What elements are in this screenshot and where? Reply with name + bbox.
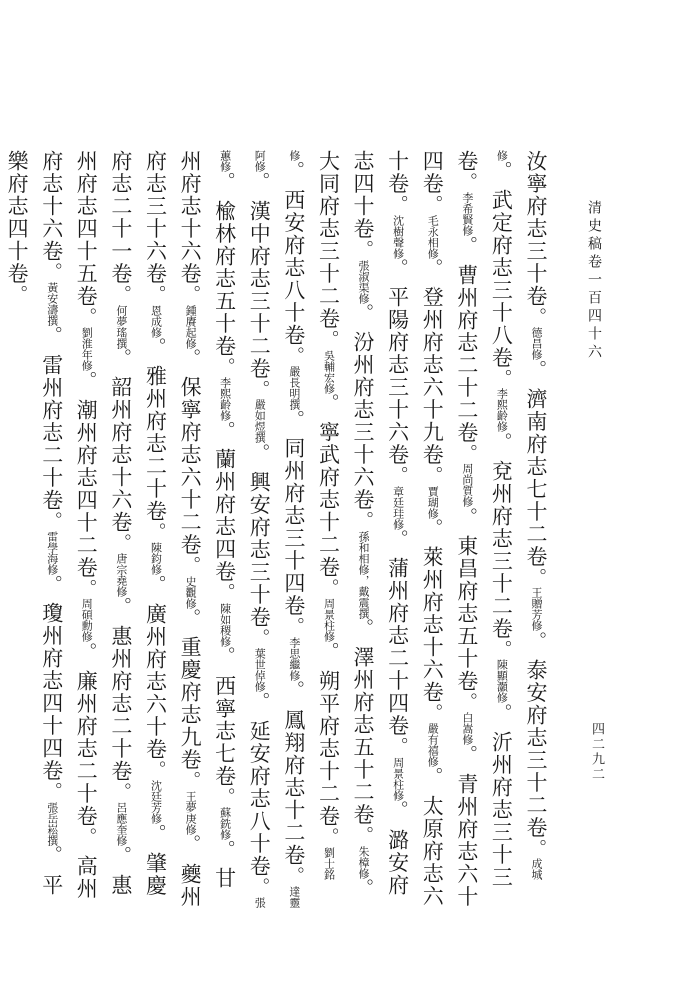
entry-title: 青州府志六十四卷 xyxy=(420,150,479,908)
entry-title: 夔州府志三十六卷 xyxy=(143,150,203,908)
entry-author: 章廷珪修 xyxy=(391,485,405,530)
list-item: 韶州府志十六卷。唐宗堯修。 xyxy=(108,376,133,617)
list-item: 同州府志三十四卷。李思繼修。 xyxy=(281,437,306,701)
entry-author: 達靈阿修 xyxy=(253,150,301,908)
entry-author: 黃安濤撰 xyxy=(45,282,59,326)
entry-title: 平陽府志三十六卷 xyxy=(385,286,410,467)
list-item: 楡林府志五十卷。李熙齡修。 xyxy=(212,199,237,441)
entry-author: 李思繼修 xyxy=(287,636,301,681)
list-item: 甘州府志十六卷。鍾賡起修。 xyxy=(178,150,237,890)
entry-author: 周碩勳修 xyxy=(80,598,94,643)
list-item: 雷州府志二十卷。雷學海修。 xyxy=(39,353,64,595)
entry-title: 沂州府志三十三卷 xyxy=(454,150,514,889)
list-item: 汝寧府志三十卷。德昌修。 xyxy=(524,150,548,380)
list-item: 汾州府志三十六卷。孫和相修，戴震撰。 xyxy=(351,331,376,639)
entry-author: 嚴長明撰 xyxy=(287,365,301,410)
list-item: 泰安府志三十二卷。成城修。 xyxy=(491,150,548,881)
entry-title: 廣州府志六十卷 xyxy=(143,602,168,761)
entry-title: 泰安府志三十二卷 xyxy=(524,658,548,839)
entry-title: 雷州府志二十卷 xyxy=(39,353,64,512)
entry-title: 汾州府志三十六卷 xyxy=(351,331,376,512)
entry-author: 劉淮年修 xyxy=(80,327,94,371)
list-item: 延安府志八十卷。張蕙修。 xyxy=(214,150,272,908)
list-item: 大同府志三十二卷。吳輔宏修。 xyxy=(316,150,341,413)
entry-title: 惠州府志四十五卷 xyxy=(74,150,133,897)
list-item: 蘭州府志四卷。陳如稷修。 xyxy=(212,448,237,667)
list-item: 廣州府志六十卷。沈廷芳修。 xyxy=(143,602,168,844)
entry-author: 李熙齡修 xyxy=(495,388,509,433)
entry-author: 沈廷芳修 xyxy=(149,779,163,824)
list-item: 雅州府志二十卷。陳鈞修。 xyxy=(143,365,168,595)
entry-title: 廉州府志二十卷 xyxy=(74,669,99,828)
list-item: 青州府志六十四卷。毛永相修。 xyxy=(420,150,479,908)
entry-author: 周景柱修 xyxy=(322,598,336,643)
list-item: 肇慶府志二十一卷。何夢瑤撰。 xyxy=(108,150,168,897)
entry-title: 鳳翔府志十二卷 xyxy=(281,708,306,867)
entry-author: 蘇銑修 xyxy=(218,806,232,840)
entry-title: 東昌府志五十卷 xyxy=(454,534,479,693)
entry-title: 兗州府志三十二卷 xyxy=(489,459,514,640)
entry-title: 曹州府志二十二卷 xyxy=(454,263,479,444)
list-item: 武定府志三十八卷。李熙齡修。 xyxy=(489,188,514,452)
entry-author: 李希賢修 xyxy=(460,192,474,236)
entry-author: 鍾賡起修 xyxy=(184,304,198,349)
entry-title: 延安府志八十卷 xyxy=(247,719,272,878)
running-header-title: 清史稿卷一百四十六 xyxy=(586,200,602,362)
entry-author: 毛永相修 xyxy=(426,214,440,259)
list-item: 兗州府志三十二卷。陳顯灝修。 xyxy=(489,459,514,723)
entry-title: 肇慶府志二十一卷 xyxy=(108,150,168,897)
entry-author: 孫和相修，戴震撰 xyxy=(357,530,371,619)
entry-author: 周尚質修 xyxy=(460,463,474,508)
entry-author: 德昌修 xyxy=(530,327,543,360)
list-item: 曹州府志二十二卷。周尚質修。 xyxy=(454,263,479,527)
entry-title: 寧武府志十二卷 xyxy=(316,421,341,579)
list-item: 瓊州府志四十四卷。張岳崧撰。 xyxy=(39,602,64,866)
entry-title: 潞安府志四十卷 xyxy=(351,150,410,897)
entry-author: 張淑渠修 xyxy=(357,259,371,304)
list-item: 惠州府志四十五卷。劉淮年修。 xyxy=(74,150,133,897)
entry-author: 嚴如煜撰 xyxy=(253,399,267,444)
entry-author: 白嵩修 xyxy=(460,711,474,745)
list-item: 沂州府志三十三卷。李希賢修。 xyxy=(454,150,514,889)
entry-author: 周景柱修 xyxy=(391,756,405,801)
entry-author: 王夢庚修 xyxy=(184,790,198,835)
entry-title: 澤州府志五十二卷 xyxy=(351,646,376,827)
entry-title: 汝寧府志三十卷 xyxy=(524,150,548,308)
entry-author: 賈瑚修 xyxy=(426,485,440,519)
entry-title: 登州府志六十九卷 xyxy=(420,286,445,467)
entry-title: 西寧志七卷 xyxy=(212,674,237,788)
entry-author: 張岳崧撰 xyxy=(45,801,59,846)
list-item: 太原府志六十卷。沈樹聲修。 xyxy=(385,150,445,908)
entry-author: 李熙齡修 xyxy=(218,376,232,421)
list-item: 漢中府志三十二卷。嚴如煜撰。 xyxy=(247,199,272,463)
entry-author: 唐宗堯修 xyxy=(114,553,128,598)
entry-title: 蘭州府志四卷 xyxy=(212,448,237,584)
entry-title: 同州府志三十四卷 xyxy=(281,437,306,618)
list-item: 潮州府志四十二卷。周碩勳修。 xyxy=(74,398,99,662)
entry-title: 萊州府志十六卷 xyxy=(420,546,445,704)
entry-author: 朱樟修 xyxy=(357,845,371,879)
list-item: 重慶府志九卷。王夢庚修。 xyxy=(178,636,203,855)
entry-title: 漢中府志三十二卷 xyxy=(247,199,272,380)
entry-author: 雷學海修 xyxy=(45,530,59,575)
page-number: 四二九二 xyxy=(589,722,604,782)
entry-title: 潮州府志四十二卷 xyxy=(74,398,99,579)
entry-title: 惠州府志二十卷 xyxy=(108,624,133,783)
entry-author: 陳如稷修 xyxy=(218,602,232,647)
list-item: 夔州府志三十六卷。恩成修。 xyxy=(143,150,203,908)
entry-author: 呂應奎修 xyxy=(114,801,128,846)
list-item: 西寧志七卷。蘇銑修。 xyxy=(212,674,237,860)
list-item: 平樂府志四十卷。 xyxy=(5,150,64,897)
entry-title: 大同府志三十二卷 xyxy=(316,150,341,330)
entry-author: 陳鈞修 xyxy=(149,542,163,576)
entry-author: 沈樹聲修 xyxy=(391,214,405,259)
entry-author: 何夢瑤撰 xyxy=(114,304,128,349)
entry-title: 韶州府志十六卷 xyxy=(108,376,133,534)
list-item: 鳳翔府志十二卷。達靈阿修。 xyxy=(249,150,306,908)
list-item: 惠州府志二十卷。呂應奎修。 xyxy=(108,624,133,866)
entry-title: 雅州府志二十卷 xyxy=(143,365,168,523)
entry-author: 吳輔宏修 xyxy=(322,349,336,394)
list-item: 潞安府志四十卷。張淑渠修。 xyxy=(351,150,410,897)
entry-author: 成城修 xyxy=(495,150,543,881)
entry-author: 張蕙修 xyxy=(218,150,267,908)
list-item: 濟南府志七十二卷。王贈芳修。 xyxy=(524,387,548,651)
entry-author: 陳顯灝修 xyxy=(495,659,509,704)
list-item: 高州府志十六卷。黃安濤撰。 xyxy=(39,150,99,901)
entry-author: 王贈芳修 xyxy=(530,587,543,632)
entry-title: 保寧府志六十二卷 xyxy=(178,376,203,557)
entry-title: 西安府志八十卷 xyxy=(281,188,306,347)
entry-title: 平樂府志四十卷 xyxy=(5,150,64,897)
list-item: 平陽府志三十六卷。章廷珪修。 xyxy=(385,286,410,550)
entry-title: 興安府志三十卷 xyxy=(247,470,272,629)
entry-title: 高州府志十六卷 xyxy=(39,150,99,901)
entry-author: 嚴有禧修 xyxy=(426,723,440,768)
entry-title: 瓊州府志四十四卷 xyxy=(39,602,64,783)
list-item: 東昌府志五十卷。白嵩修。 xyxy=(454,534,479,765)
list-item: 澤州府志五十二卷。朱樟修。 xyxy=(351,646,376,899)
entry-title: 甘州府志十六卷 xyxy=(178,150,237,890)
entry-author: 恩成修 xyxy=(149,304,163,338)
entry-title: 重慶府志九卷 xyxy=(178,636,203,772)
list-item: 寧武府志十二卷。周景柱修。 xyxy=(316,421,341,662)
list-item: 興安府志三十卷。葉世倬修。 xyxy=(247,470,272,712)
list-item: 登州府志六十九卷。賈瑚修。 xyxy=(420,286,445,539)
entry-author: 劉士銘修 xyxy=(287,150,336,880)
list-item: 蒲州府志二十四卷。周景柱修。 xyxy=(385,557,410,821)
entry-title: 太原府志六十卷 xyxy=(385,150,445,908)
list-item: 廉州府志二十卷。 xyxy=(74,669,99,847)
entry-author: 葉世倬修 xyxy=(253,647,267,692)
list-item: 朔平府志十二卷。劉士銘修。 xyxy=(283,150,341,880)
entry-title: 楡林府志五十卷 xyxy=(212,199,237,358)
entry-title: 朔平府志十二卷 xyxy=(316,669,341,828)
list-item: 西安府志八十卷。嚴長明撰。 xyxy=(281,188,306,430)
entry-title: 濟南府志七十二卷 xyxy=(524,387,548,568)
entry-author: 史觀修 xyxy=(184,575,198,609)
entry-title: 蒲州府志二十四卷 xyxy=(385,557,410,738)
vertical-text-body xyxy=(0,150,553,910)
list-item: 萊州府志十六卷。嚴有禧修。 xyxy=(420,546,445,787)
list-item: 保寧府志六十二卷。史觀修。 xyxy=(178,376,203,629)
entry-title: 武定府志三十八卷 xyxy=(489,188,514,369)
